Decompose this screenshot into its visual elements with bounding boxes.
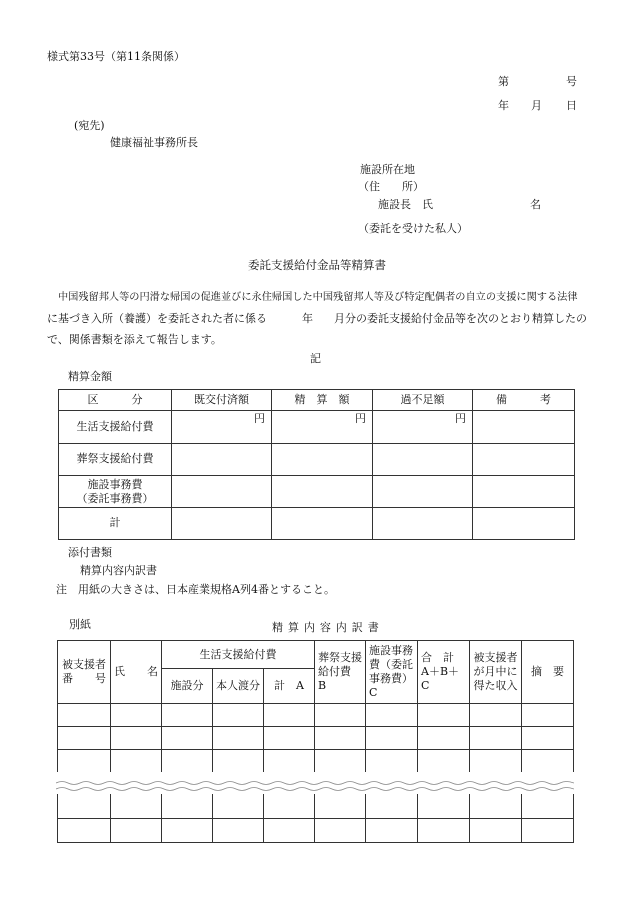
director-label: 施設長 氏 xyxy=(378,198,433,211)
doc-no-prefix: 第 xyxy=(498,75,509,88)
sub-total-a: 計 A xyxy=(264,669,315,704)
row-label: 葬祭支援給付費 xyxy=(59,444,172,476)
facility-address-label: 施設所在地 xyxy=(360,163,415,176)
col-sum-line1: 合 計 xyxy=(421,651,454,664)
col-income xyxy=(470,641,522,704)
value-cell xyxy=(373,476,473,508)
addressee: 健康福祉事務所長 xyxy=(110,136,198,149)
col-living-group: 生活支援給付費 xyxy=(162,641,315,669)
col-admin xyxy=(366,641,418,704)
col-diff: 過不足額 xyxy=(373,390,473,411)
value-cell xyxy=(373,508,473,540)
paper-size-note: 注 用紙の大きさは、日本産業規格A列4番とすること。 xyxy=(56,583,335,596)
breakdown-table-bottom xyxy=(57,794,574,843)
table-row xyxy=(58,727,574,750)
col-income-line3: 得た収入 xyxy=(473,679,518,692)
settlement-table xyxy=(58,389,575,540)
table-break-wave xyxy=(56,780,574,792)
sub-self: 本人渡分 xyxy=(213,669,264,704)
breakdown-table-top xyxy=(57,640,574,772)
col-funeral xyxy=(315,641,366,704)
remarks-cell xyxy=(473,444,575,476)
date-month: 月 xyxy=(531,99,542,112)
col-recipient-line1: 被支援者 xyxy=(62,658,106,671)
attachments-item: 精算内容内訳書 xyxy=(80,564,157,577)
col-summary: 摘 要 xyxy=(522,641,574,704)
body-line-2a: に基づき入所（養護）を委託された者に係る xyxy=(47,312,267,325)
doc-no-suffix: 号 xyxy=(566,75,577,88)
value-cell xyxy=(272,476,373,508)
col-settled: 精 算 額 xyxy=(272,390,373,411)
table-row xyxy=(58,794,574,818)
yen-unit: 円 xyxy=(172,411,272,444)
date-year: 年 xyxy=(498,99,509,112)
remarks-cell xyxy=(473,476,575,508)
col-recipient-no xyxy=(58,641,111,704)
value-cell xyxy=(272,444,373,476)
col-admin-line3: 事務費） xyxy=(369,672,413,685)
col-admin-line4: C xyxy=(369,686,378,699)
col-remarks: 備 考 xyxy=(473,390,575,411)
table-row xyxy=(59,444,575,476)
col-name: 氏 名 xyxy=(111,641,162,704)
value-cell xyxy=(172,444,272,476)
ki-mark: 記 xyxy=(310,352,321,365)
table-row xyxy=(58,818,574,842)
col-funeral-line1: 葬祭支援 xyxy=(318,651,362,664)
col-income-line1: 被支援者 xyxy=(473,651,518,664)
address-paren: （住 所） xyxy=(358,180,424,193)
col-category: 区 分 xyxy=(59,390,172,411)
appendix-label: 別紙 xyxy=(69,618,91,631)
table-row xyxy=(58,750,574,773)
value-cell xyxy=(373,444,473,476)
col-issued: 既交付済額 xyxy=(172,390,272,411)
body-line-1: 中国残留邦人等の円滑な帰国の促進並びに永住帰国した中国残留邦人等及び特定配偶者の自立の支援に関する法律 xyxy=(58,292,578,303)
attachments-label: 添付書類 xyxy=(68,546,112,559)
name-suffix: 名 xyxy=(530,198,541,211)
date-day: 日 xyxy=(566,99,577,112)
yen-unit: 円 xyxy=(373,411,473,444)
remarks-cell xyxy=(473,411,575,444)
body-line-2b: 月分の委託支援給付金品等を次のとおり精算したの xyxy=(334,312,587,325)
body-line-2-year: 年 xyxy=(302,312,313,325)
table-row xyxy=(59,411,575,444)
value-cell xyxy=(272,508,373,540)
delegate-note: （委託を受けた私人） xyxy=(358,222,468,235)
appendix-title: 精算内容内訳書 xyxy=(272,621,384,634)
row-label: 計 xyxy=(59,508,172,540)
row-label xyxy=(59,476,172,508)
col-admin-line1: 施設事務 xyxy=(369,644,413,657)
row-label: 生活支援給付費 xyxy=(59,411,172,444)
col-funeral-line3: B xyxy=(318,679,327,692)
table-row xyxy=(59,508,575,540)
col-income-line2: が月中に xyxy=(473,665,518,678)
table-row xyxy=(59,476,575,508)
addressee-prefix: (宛先) xyxy=(74,119,105,132)
col-recipient-line2: 番 号 xyxy=(62,672,106,685)
col-sum-line3: C xyxy=(421,679,430,692)
settlement-section-label: 精算金額 xyxy=(68,370,112,383)
col-sum xyxy=(418,641,470,704)
col-sum-line2: A＋B＋ xyxy=(421,665,460,678)
row-label-sub: （委託事務費） xyxy=(76,491,154,505)
sub-facility: 施設分 xyxy=(162,669,213,704)
value-cell xyxy=(172,476,272,508)
yen-unit: 円 xyxy=(272,411,373,444)
body-line-3: で、関係書類を添えて報告します。 xyxy=(47,333,222,346)
document-title: 委託支援給付金品等精算書 xyxy=(248,258,386,272)
form-number: 様式第33号（第11条関係） xyxy=(47,50,185,63)
col-funeral-line2: 給付費 xyxy=(318,665,351,678)
row-label-main: 施設事務費 xyxy=(87,477,143,491)
remarks-cell xyxy=(473,508,575,540)
value-cell xyxy=(172,508,272,540)
table-row xyxy=(58,704,574,727)
col-admin-line2: 費（委託 xyxy=(369,658,413,671)
